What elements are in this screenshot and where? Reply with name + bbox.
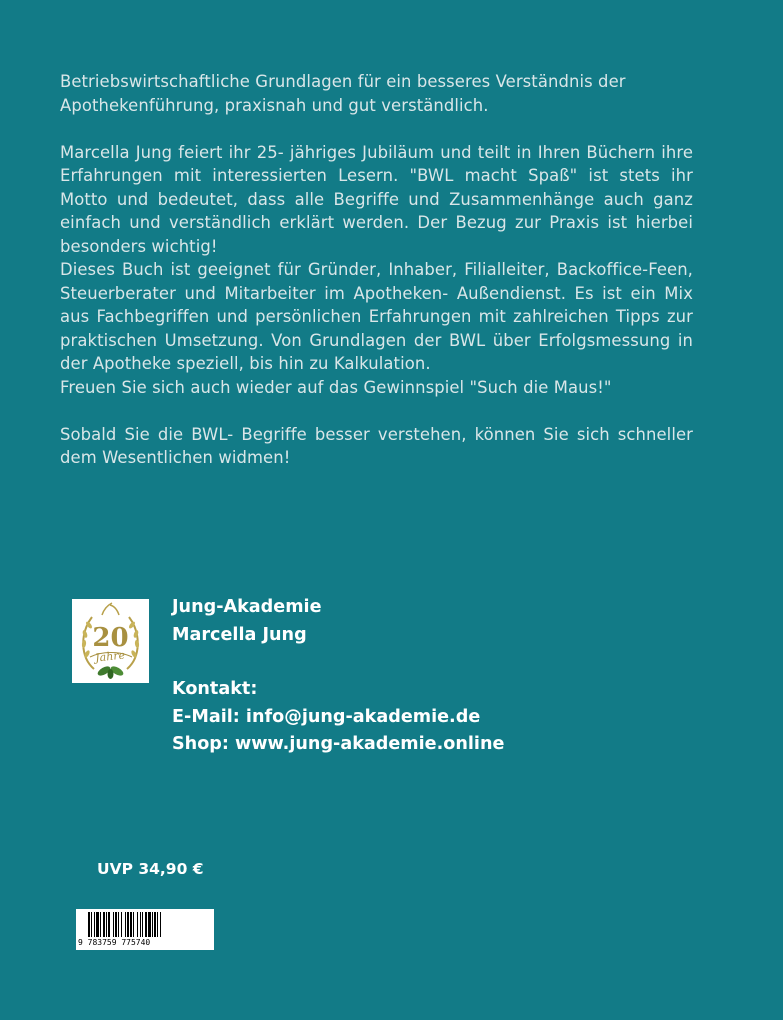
barcode-bar [154, 912, 156, 937]
logo-number: 20 [92, 623, 129, 653]
barcode-bar [103, 912, 105, 937]
barcode-bar [142, 912, 143, 937]
laurel-wreath-anniversary-icon [72, 599, 149, 683]
barcode-bar [121, 912, 122, 937]
barcode-bar [130, 912, 132, 937]
back-cover-blurb [60, 70, 693, 470]
contact-email[interactable]: E-Mail: info@jung-akademie.de [172, 706, 481, 727]
blurb-paragraph-1: Marcella Jung feiert ihr 25- jähriges Jubiläum und teilt in Ihren Büchern ihre Erfahrungen mit interessierten Lesern. "BWL macht Spaß" ist stets ihr Motto und bedeutet, dass alle Begriffe und Zusammenhänge auch ganz einfach und verständlich erklärt werden. Der Bezug zur Praxis ist hierbei besonders wichtig! [60, 142, 693, 256]
barcode-bar [113, 912, 114, 937]
price-label: UVP 34,90 € [97, 860, 204, 878]
barcode-bar [152, 912, 153, 937]
barcode-bar [148, 912, 151, 937]
barcode-bar [106, 912, 107, 937]
barcode-bar [125, 912, 126, 937]
blurb-closing: Sobald Sie die BWL- Begriffe besser verstehen, können Sie sich schneller dem Wesentlichen widmen! [60, 424, 693, 467]
barcode-bar [127, 912, 129, 937]
barcode-bar [91, 912, 92, 937]
author-name: Marcella Jung [172, 624, 307, 645]
publisher-name: Jung-Akademie [172, 597, 322, 617]
barcode-bar [115, 912, 117, 937]
barcode-bar [137, 912, 138, 937]
blurb-paragraph-2: Dieses Buch ist geeignet für Gründer, Inhaber, Filialleiter, Backoffice-Feen, Steuerberater und Mitarbeiter im Apotheken- Außendienst. Es ist ein Mix aus Fachbegriffen und persönlichen Erfahrungen mit zahlreichen Tipps zur praktischen Umsetzung. Von Grundlagen der BWL über Erfolgsmessung in der Apotheke speziell, bis hin zu Kalkulation. [60, 260, 693, 373]
barcode-bar [118, 912, 119, 937]
barcode-bar [96, 912, 99, 937]
barcode-bar [157, 912, 158, 937]
publisher-contact-block [172, 594, 692, 759]
blurb-paragraph-3: Freuen Sie sich auch wieder auf das Gewinnspiel "Such die Maus!" [60, 377, 612, 397]
barcode-digits: 9 783759 775740 [78, 938, 151, 947]
blurb-intro: Betriebswirtschaftliche Grundlagen für ein besseres Verständnis der Apothekenführung, praxisnah und gut verständlich. [60, 72, 626, 115]
logo-word: Jahre [94, 648, 126, 665]
barcode-bar [140, 912, 141, 937]
barcode-bar [88, 912, 90, 937]
isbn-barcode [76, 909, 214, 950]
contact-shop[interactable]: Shop: www.jung-akademie.online [172, 734, 505, 754]
contact-heading: Kontakt: [172, 679, 258, 699]
barcode-bar [133, 912, 134, 937]
barcode-bar [108, 912, 110, 937]
barcode-bar [94, 912, 95, 937]
barcode-bar [145, 912, 147, 937]
barcode-bar [160, 912, 161, 937]
anniversary-logo [72, 599, 149, 683]
barcode-bar [100, 912, 101, 937]
